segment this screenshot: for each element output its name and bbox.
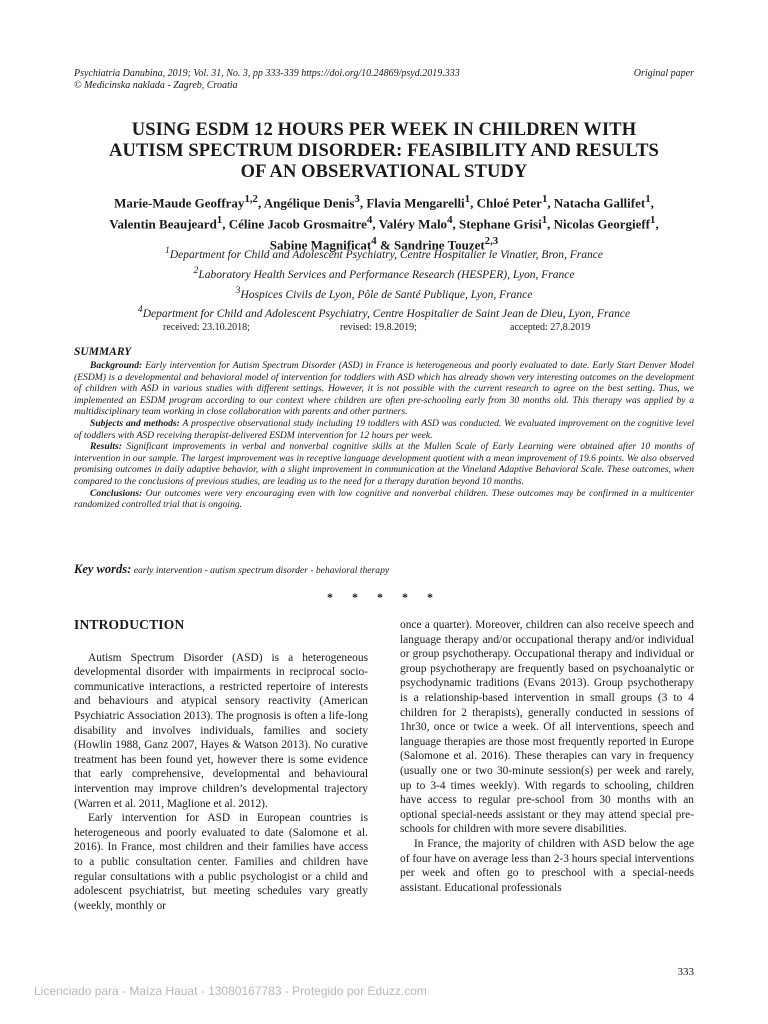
left-column <box>74 618 368 913</box>
title-line-3: OF AN OBSERVATIONAL STUDY <box>240 162 528 182</box>
journal-citation: Psychiatria Danubina, 2019; Vol. 31, No. 3, pp 333-339 https://doi.org/10.24869/psyd.2019.333 <box>74 68 460 79</box>
title-line-2: AUTISM SPECTRUM DISORDER: FEASIBILITY AND RESULTS <box>109 141 659 161</box>
affiliation-1: $^1$Department for Child and Adolescent Psychiatry, Centre Hospitalier le Vinatier, Bron, France <box>165 245 603 261</box>
keywords-label: Key words: <box>74 562 132 576</box>
paper-title <box>60 120 708 183</box>
summary-body <box>74 360 694 511</box>
accepted-date: accepted: 27.8.2019 <box>510 322 591 333</box>
affiliation-2: $^2$Laboratory Health Services and Performance Research (HESPER), Lyon, France <box>193 264 575 281</box>
summary-results: Results: Significant improvements in verbal and nonverbal cognitive skills at the Mullen Scale of Early Learning were obtained after 10 months of intervention in our sample. The largest improvement was in receptive language development quotient with a mean improvement of 19.6 points. We also observed promising outcomes in daily adaptive behavior, with a slight improvement in communication at the Vineland Adaptive Behavioral Scale. These outcomes, when compared to the conclusions of previous studies, are leading us to the need for a therapy duration beyond 10 months. <box>74 441 694 487</box>
summary-methods: Subjects and methods: A prospective observational study including 19 toddlers with ASD was conducted. We evaluated improvement on the cognitive level of toddlers with ASD receiving therapist-delivered ESDM intervention for 12 hours per week. <box>74 417 694 441</box>
received-date: received: 23.10.2018; <box>163 322 250 333</box>
authors-line-1: Marie-Maude Geoffray$^{1,2}$, Angélique Denis$^3$, Flavia Mengarelli$^1$, Chloé Peter$^1$, Natacha Gallifet$^1$, <box>114 193 654 211</box>
introduction-heading: INTRODUCTION <box>74 617 185 632</box>
paper-type: Original paper <box>633 68 694 79</box>
section-separator: * * * * * <box>327 590 441 604</box>
publisher-line: © Medicinska naklada - Zagreb, Croatia <box>74 80 238 91</box>
intro-paragraph-3: once a quarter). Moreover, children can also receive speech and language therapy and/or occupational therapy and/or individual or group psychotherapy. Occupational therapy and individual or group psychotherapy are frequently based on psychoanalytic or psychodynamic traditions (Evans 2013). Group psychotherapy is a relationship-based intervention in small groups (3 to 4 children for 2 therapists), generally conducted in sessions of 1hr30, once or twice a week. Of all interventions, speech and language therapies are those most frequently reported in Europe (Salomone et al. 2016). These therapies can vary in frequency (usually one or two 30-minute session(s) per week and rarely, up to 3-4 times weekly). With regards to schooling, children have access to regular pre-school from 30 months with an optional special-needs assistant or they may attend special pre-schools for children with more severe disabilities. <box>400 619 694 836</box>
title-line-1: USING ESDM 12 HOURS PER WEEK IN CHILDREN WITH <box>131 120 637 140</box>
intro-paragraph-4: In France, the majority of children with ASD below the age of four have on average less than 2-3 hours special interventions per week and often go to preschool with a special-needs assistant. Educational professionals <box>400 837 694 894</box>
right-column <box>400 618 694 895</box>
affiliation-3: $^3$Hospices Civils de Lyon, Pôle de Santé Publique, Lyon, France <box>235 284 533 301</box>
revised-date: revised: 19.8.2019; <box>340 322 417 333</box>
affiliations <box>60 243 708 322</box>
keywords <box>74 562 694 577</box>
license-watermark: Licenciado para - Maíza Hauat - 13080167783 - Protegido por Eduzz.com <box>34 984 427 998</box>
affiliation-4: $^4$Department for Child and Adolescent Psychiatry, Centre Hospitalier de Saint Jean de Dieu, Lyon, France <box>137 304 631 321</box>
authors-line-2: Valentin Beaujeard$^1$, Céline Jacob Grosmaitre$^4$, Valéry Malo$^4$, Stephane Grisi$^1$, Nicolas Georgieff$^1$, <box>109 213 659 232</box>
running-header <box>74 68 694 92</box>
summary-heading: SUMMARY <box>74 346 132 358</box>
authors-line-3: Sabine Magnificat$^4$ & Sandrine Touzet$^{2,3}$ <box>269 234 499 252</box>
summary-background: Background: Early intervention for Autism Spectrum Disorder (ASD) in France is heterogeneous and poorly evaluated to date. Early Start Denver Model (ESDM) is a developmental and behavioral model of intervention for toddlers with ASD which has already shown very interesting outcomes on the development of children with ASD in various studies with different settings. However, it is not possible with the current research to agree on the best setting. Thus, we implemented an ESDM program according to our context where children are often pre-schooling early from 30 months old. This therapy was applied by a multidisciplinary team working in close collaboration with parents and other partners. <box>74 360 694 418</box>
intro-paragraph-1: Autism Spectrum Disorder (ASD) is a heterogeneous developmental disorder with impairments in reciprocal socio-communicative interactions, a restricted repertoire of interests and behaviours and atypical sensory reactivity (American Psychiatric Association 2013). The prognosis is often a life-long disability and involves individuals, families and society (Howlin 1988, Ganz 2007, Hayes & Watson 2013). No curative treatment has been found yet, however there is some evidence that early comprehensive, developmental and behavioural intervention may improve children’s developmental trajectory (Warren et al. 2011, Maglione et al. 2012). <box>74 651 368 810</box>
page-number: 333 <box>677 966 694 978</box>
intro-paragraph-2: Early intervention for ASD in European countries is heterogeneous and poorly evaluated to date (Salomone et al. 2016). In France, most children and their families have access to a public consultation center. Families and children have regular consultations with a public psychologist or a child and adolescent psychiatrist, but meeting schedules vary greatly (weekly, monthly or <box>74 812 368 912</box>
keywords-text: early intervention - autism spectrum disorder - behavioral therapy <box>133 565 390 576</box>
summary-conclusions: Conclusions: Our outcomes were very encouraging even with low cognitive and nonverbal children. These outcomes may be confirmed in a multicenter randomized controlled trial that is ongoing. <box>74 487 694 511</box>
